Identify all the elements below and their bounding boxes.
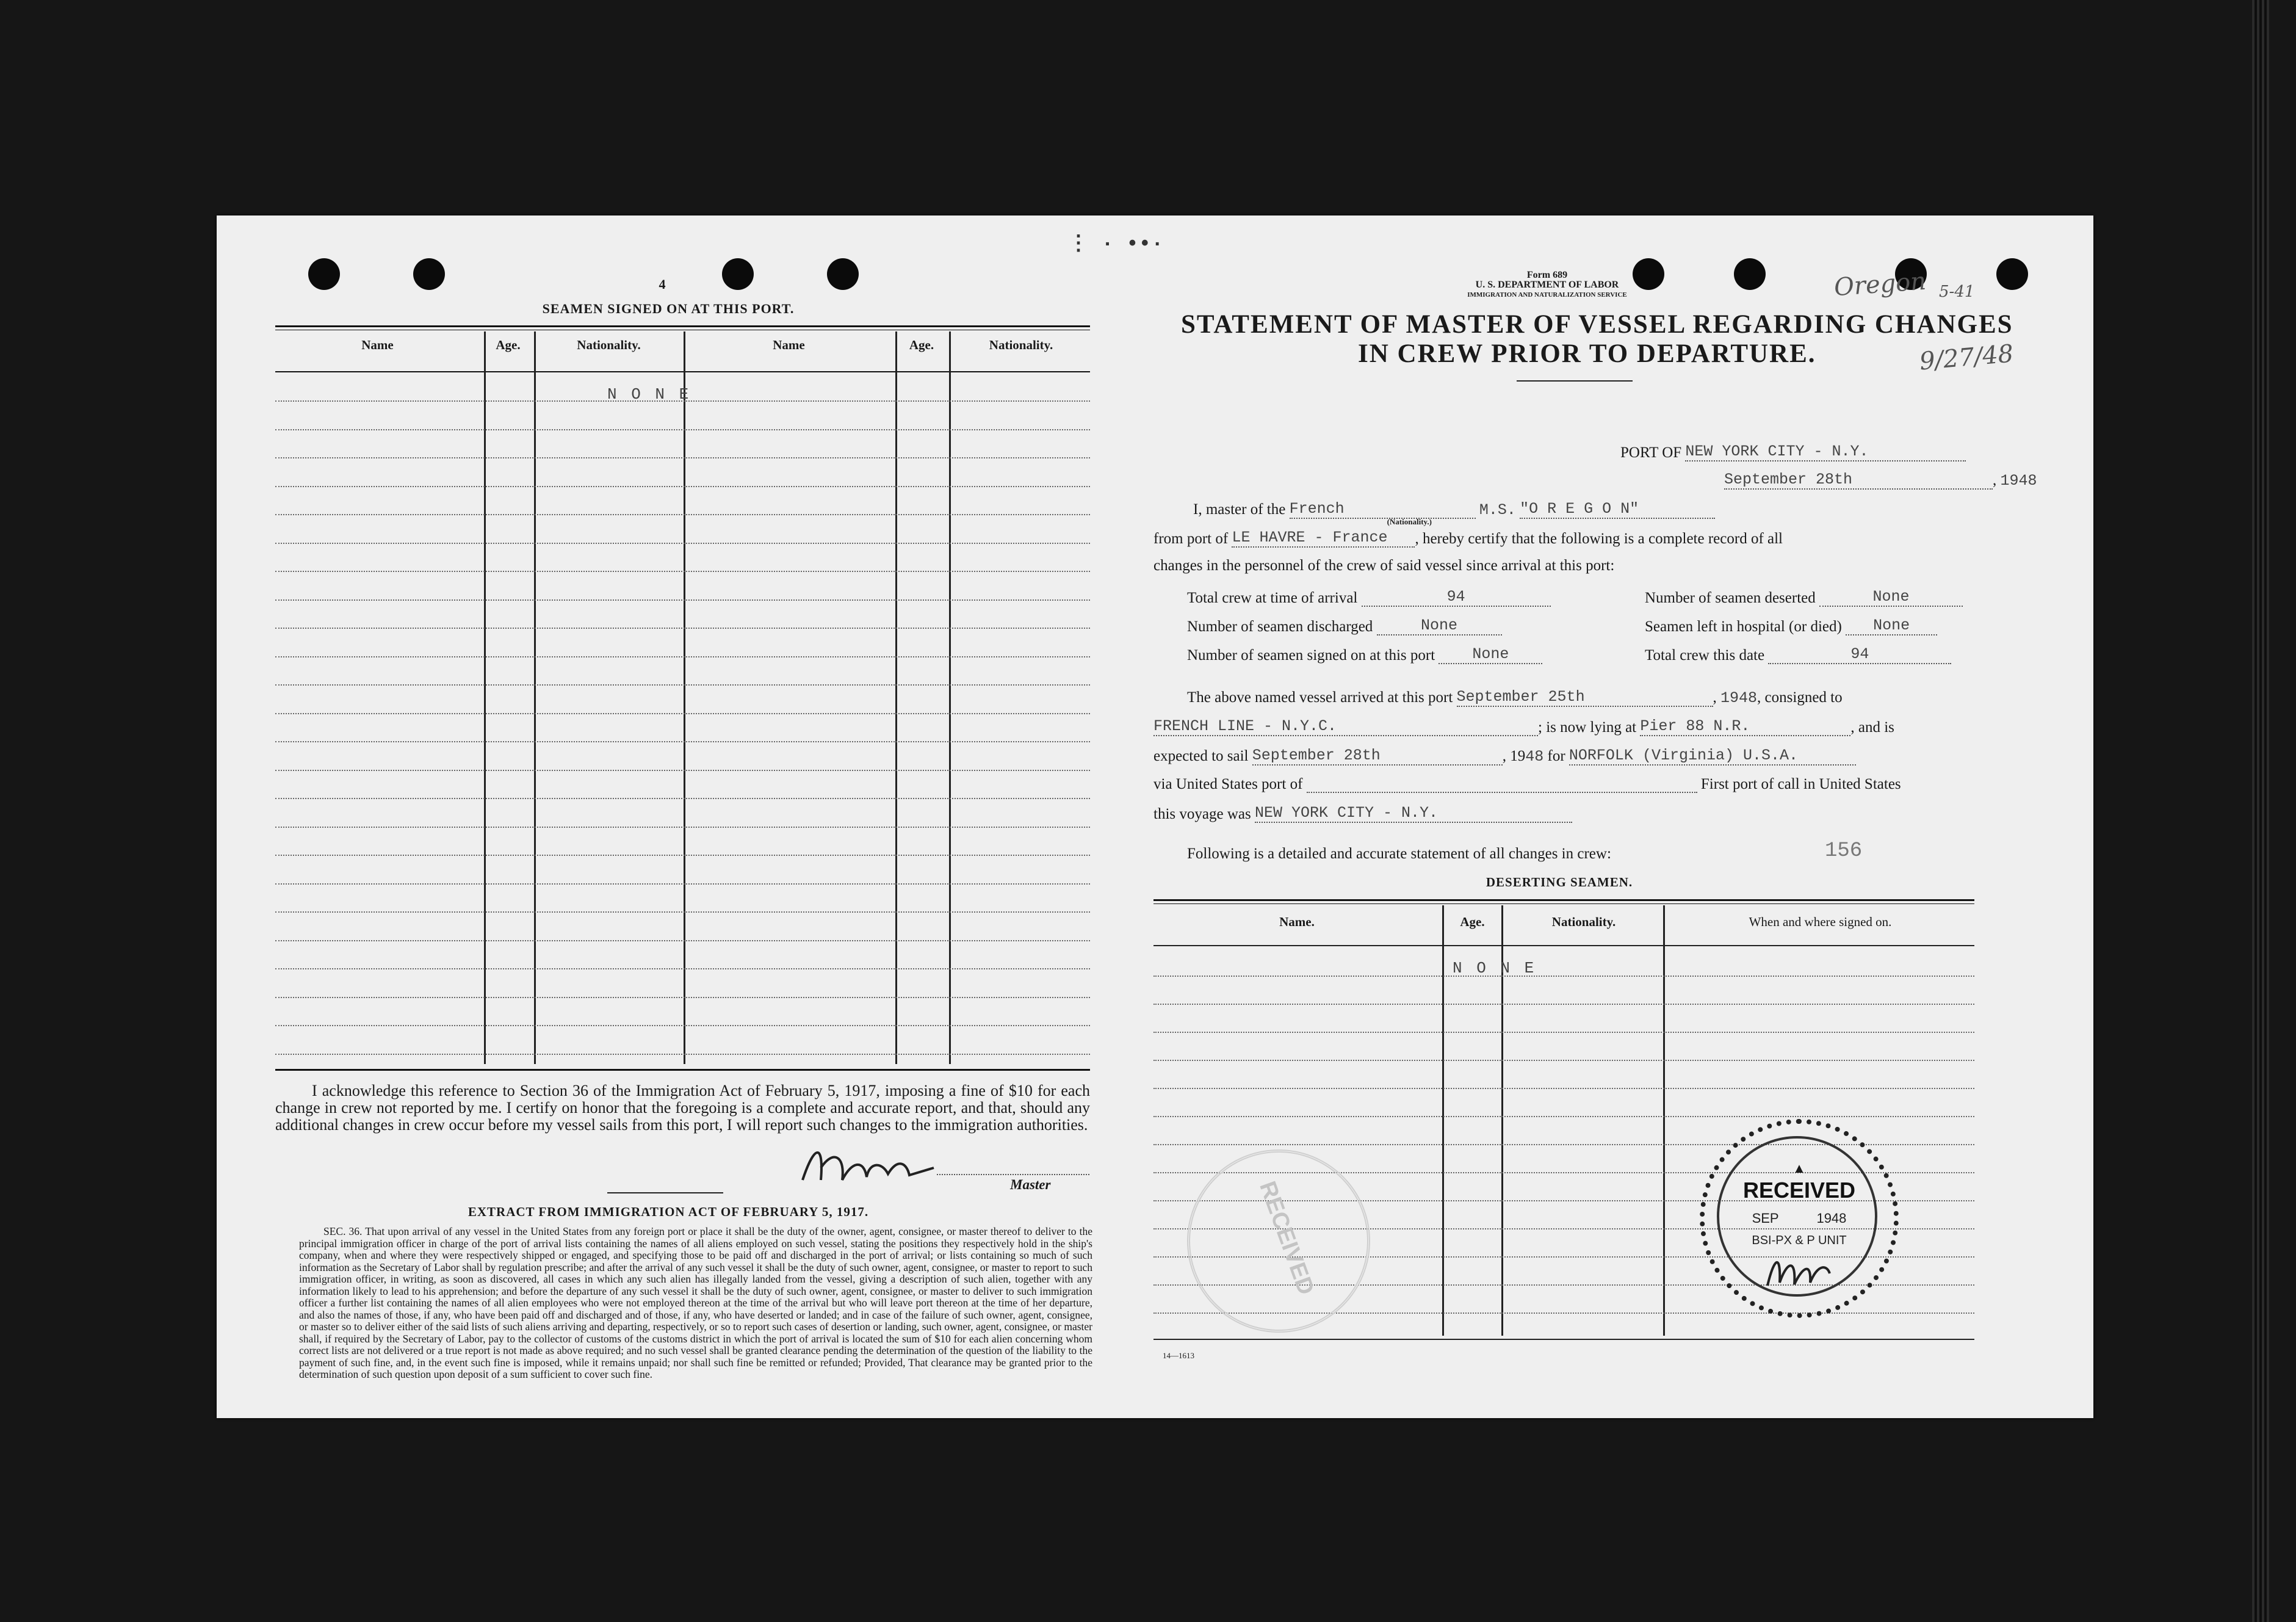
voyage-label: this voyage was [1153, 806, 1251, 822]
master-prefix: I, master of the [1193, 501, 1286, 518]
master-signature [796, 1137, 943, 1192]
entry-row-line [275, 429, 1090, 430]
deserting-heading: DESERTING SEAMEN. [1486, 875, 1633, 889]
master-line [1193, 500, 1715, 526]
received-month: SEP [1752, 1211, 1779, 1226]
via-value [1307, 776, 1697, 793]
for-label: for [1547, 748, 1565, 764]
entry-row-line [1153, 1088, 1974, 1089]
col-age: Age. [909, 338, 934, 352]
total-crew-date-row [1645, 645, 1951, 664]
arrived-value: September 25th [1457, 688, 1713, 707]
discharged-value: None [1377, 617, 1502, 635]
discharged-row [1187, 617, 1502, 635]
right-page [1153, 215, 2093, 1418]
arrived-label: The above named vessel arrived at this port [1187, 689, 1453, 706]
vessel-name: "O R E G O N" [1520, 500, 1715, 519]
fold-mark: ⋮ · ••· [1068, 233, 1164, 256]
lying-label: ; is now lying at [1538, 719, 1637, 736]
sail-year-prefix: , 19 [1502, 748, 1526, 764]
nationality-text: French [1289, 500, 1345, 518]
page-number: 4 [659, 277, 666, 292]
hospital-row [1645, 617, 1937, 635]
entry-row-line [275, 514, 1090, 515]
entry-row-line [1153, 1116, 1974, 1117]
first-port-label: First port of call in United States [1700, 776, 1901, 792]
none-entry: N O N E [607, 385, 691, 404]
entry-row-line [275, 571, 1090, 572]
hospital-label: Seamen left in hospital (or died) [1645, 618, 1842, 635]
extract-text: SEC. 36. That upon arrival of any vessel in the United States from any foreign port or place it shall be the duty of the owner, agent, consignee, or master thereof to deliver to the principal immigration officer in charge of the port of arrival lists containing the names of all aliens employed on such vessel, stating the positions they respectively hold in the ship's company, when and where they were respectively shipped or engaged, and specifying those to be paid off and discharged in the port of arrival; or lists containing so much of such information as the Secretary of Labor shall by regulation prescribe; and after the arrival of any such vessel it shall be the duty of such owner, agent, consignee, or master to report to such immigration officer, in writing, as soon as discovered, all cases in which any such alien has illegally landed from the vessel, giving a description of such alien, together with any information likely to lead to his apprehension; and before the departure of any such vessel it shall be the duty of such owner, agent, consignee, or master to deliver to such immigration officer a further list containing the names of all alien employees who were not employed thereon at the time of the arrival but who will leave port thereon at the time of her departure, and also the names of those, if any, who have been paid off and discharged and of those, if any, who have deserted or landed; and in case of the failure of such owner, agent, consignee, or master so to deliver either of the said lists of such aliens arriving and departing, respectively, or so to report such cases of desertion or landing, such owner, agent, consignee, or master shall, if required by the Secretary of Labor, pay to the collector of customs of the customs district in which the port of arrival is located the sum of $10 for each alien concerning whom correct lists are not delivered or a true report is not made as above required; and no such vessel shall be granted clearance pending the determination of the question of the liability to the payment of such fine, and, in the event such fine is imposed, while it remains unpaid; nor shall such fine be remitted or refunded; Provided, That clearance may be granted prior to the determination of such question upon deposit of a sum sufficient to cover such fine. [299, 1225, 1092, 1380]
entry-row-line [275, 798, 1090, 799]
footer-code: 14—1613 [1163, 1351, 1194, 1360]
discharged-label: Number of seamen discharged [1187, 618, 1373, 635]
left-page [217, 215, 1157, 1418]
column-line [534, 331, 536, 1064]
entry-row-line [275, 543, 1090, 544]
entry-row-line [275, 486, 1090, 487]
entry-row-line [275, 741, 1090, 742]
following-line: Following is a detailed and accurate statement of all changes in crew: [1187, 845, 1611, 862]
punch-hole [308, 258, 340, 290]
port-value: NEW YORK CITY - N.Y. [1685, 443, 1966, 462]
col-name: Name [361, 338, 394, 352]
header-rule [275, 371, 1090, 372]
entry-row-line [275, 656, 1090, 657]
deserted-row [1645, 588, 1963, 607]
typed-number: 156 [1825, 839, 1863, 863]
col-name: Name [773, 338, 805, 352]
none-entry: N O N E [1453, 959, 1537, 977]
entry-row-line [275, 1025, 1090, 1026]
column-line [895, 331, 897, 1064]
arrived-line: The above named vessel arrived at this port September 25th , 1948, consigned to [1187, 688, 1843, 707]
entry-row-line [275, 968, 1090, 969]
received-stamp [1700, 1119, 1899, 1318]
signature-line [937, 1174, 1089, 1175]
stamp-initials [1763, 1249, 1836, 1292]
punch-hole [1734, 258, 1766, 290]
sail-line [1153, 747, 1856, 766]
title-line-2: IN CREW PRIOR TO DEPARTURE. [1358, 339, 1816, 368]
entry-row-line [275, 599, 1090, 601]
department: U. S. DEPARTMENT OF LABOR [1475, 280, 1619, 290]
film-edge [2252, 0, 2269, 1622]
and-is: , and is [1850, 719, 1894, 736]
entry-row-line [275, 997, 1090, 998]
entry-row-line [275, 713, 1090, 714]
col-nationality: Nationality. [1551, 914, 1616, 929]
table-bottom-rule [1153, 1339, 1974, 1340]
date-line: September 28th , 1948 [1724, 471, 2037, 490]
received-date [1705, 1211, 1894, 1226]
faded-stamp-text: RECEIVED [1254, 1178, 1319, 1298]
sail-year: 48 [1525, 748, 1544, 766]
table-bottom-rule [275, 1069, 1090, 1071]
received-year: 1948 [1816, 1211, 1847, 1226]
entry-row-line [275, 684, 1090, 686]
sail-value: September 28th [1252, 747, 1503, 766]
punch-hole [722, 258, 754, 290]
table-heading: SEAMEN SIGNED ON AT THIS PORT. [542, 301, 795, 316]
form-number: Form 689 [1526, 270, 1568, 280]
column-line [1442, 905, 1444, 1336]
via-label: via United States port of [1153, 776, 1303, 792]
entry-row-line [275, 457, 1090, 458]
table-top-rule [1153, 899, 1974, 901]
col-age: Age. [1460, 914, 1485, 929]
entry-row-line [275, 883, 1090, 885]
received-stamp-text: RECEIVED [1742, 1178, 1856, 1203]
punch-hole [1996, 258, 2028, 290]
entry-row-line [275, 827, 1090, 828]
entry-row-line [275, 770, 1090, 771]
entry-row-line [275, 855, 1090, 856]
total-crew-arrival-row [1187, 588, 1551, 607]
header-rule [1153, 945, 1974, 946]
entry-row-line [275, 1054, 1090, 1055]
title-underline [1517, 380, 1633, 382]
certify-line-2: changes in the personnel of the crew of said vessel since arrival at this port: [1153, 557, 1615, 574]
stamp-arrow-icon: ▲ [1792, 1160, 1806, 1176]
entry-row-line [1153, 1060, 1974, 1061]
nationality-caption: (Nationality.) [1387, 517, 1432, 526]
deserted-label: Number of seamen deserted [1645, 590, 1816, 606]
total-crew-date-value: 94 [1768, 645, 1951, 664]
entry-row-line [1153, 1032, 1974, 1033]
form-title [1181, 310, 2035, 369]
vessel-type: M.S. [1479, 501, 1516, 519]
port-label: PORT OF [1620, 444, 1682, 461]
destination-value: NORFOLK (Virginia) U.S.A. [1569, 747, 1856, 766]
consigned-label: , consigned to [1757, 689, 1843, 706]
column-line [684, 331, 685, 1064]
signature-label: Master [1010, 1177, 1051, 1192]
punch-hole [827, 258, 859, 290]
document-sheet [217, 215, 2093, 1418]
via-line [1153, 776, 1901, 793]
from-port-line [1153, 529, 1783, 548]
from-port-label: from port of [1153, 530, 1229, 547]
col-signed-on: When and where signed on. [1749, 914, 1892, 929]
title-line-1: STATEMENT OF MASTER OF VESSEL REGARDING CHANGES [1181, 310, 2013, 339]
col-nationality: Nationality. [989, 338, 1053, 352]
column-line [1663, 905, 1665, 1336]
from-port-value: LE HAVRE - France [1232, 529, 1415, 548]
column-line [949, 331, 951, 1064]
col-nationality: Nationality. [577, 338, 641, 352]
extract-heading: EXTRACT FROM IMMIGRATION ACT OF FEBRUARY 5, 1917. [468, 1204, 869, 1219]
received-unit: BSI-PX & P UNIT [1752, 1234, 1847, 1247]
faded-received-stamp [1161, 1124, 1396, 1359]
entry-row-line [275, 911, 1090, 913]
column-line [484, 331, 486, 1064]
col-age: Age. [496, 338, 521, 352]
divider [607, 1192, 723, 1193]
certify-text: , hereby certify that the following is a complete record of all [1415, 530, 1783, 547]
arrived-year: 1948 [1720, 689, 1758, 707]
col-name: Name. [1279, 914, 1315, 929]
nationality-value [1289, 500, 1476, 526]
consignee-value: FRENCH LINE - N.Y.C. [1153, 717, 1538, 736]
entry-row-line [1153, 1004, 1974, 1005]
signed-on-label: Number of seamen signed on at this port [1187, 647, 1435, 664]
signed-on-row [1187, 645, 1542, 664]
port-line [1620, 443, 1966, 462]
date-value: September 28th [1724, 471, 1993, 490]
voyage-line [1153, 804, 1572, 823]
table-top-rule [1153, 903, 1974, 904]
entry-row-line [275, 940, 1090, 941]
total-crew-date-label: Total crew this date [1645, 647, 1765, 664]
acknowledgement-text: I acknowledge this reference to Section 36 of the Immigration Act of February 5, 1917, imposing a fine of $10 for each change in crew not reported by me. I certify on honor that the foregoing is a complete and accurate report, and that, should any additional changes in crew occur before my vessel sails from this port, I will report such changes to the immigration authorities. [275, 1082, 1090, 1134]
voyage-value: NEW YORK CITY - N.Y. [1255, 804, 1572, 823]
handwritten-date: 9/27/48 [1918, 339, 2015, 376]
hospital-value: None [1846, 617, 1937, 635]
consignee-line [1153, 717, 1894, 736]
corner-note: 5-41 [1939, 283, 1975, 301]
service: IMMIGRATION AND NATURALIZATION SERVICE [1467, 291, 1627, 299]
punch-hole [413, 258, 445, 290]
entry-row-line [275, 628, 1090, 629]
entry-row-line [1153, 976, 1974, 977]
form-header [1431, 270, 1663, 300]
total-crew-arrival-value: 94 [1362, 588, 1551, 607]
year-value: 1948 [2000, 472, 2037, 490]
deserted-value: None [1819, 588, 1963, 607]
handwritten-vessel-name: Oregon [1833, 267, 1927, 302]
table-top-rule [275, 325, 1090, 327]
total-crew-arrival-label: Total crew at time of arrival [1187, 590, 1358, 606]
sail-label: expected to sail [1153, 748, 1249, 764]
lying-value: Pier 88 N.R. [1640, 717, 1850, 736]
signed-on-value: None [1439, 645, 1542, 664]
